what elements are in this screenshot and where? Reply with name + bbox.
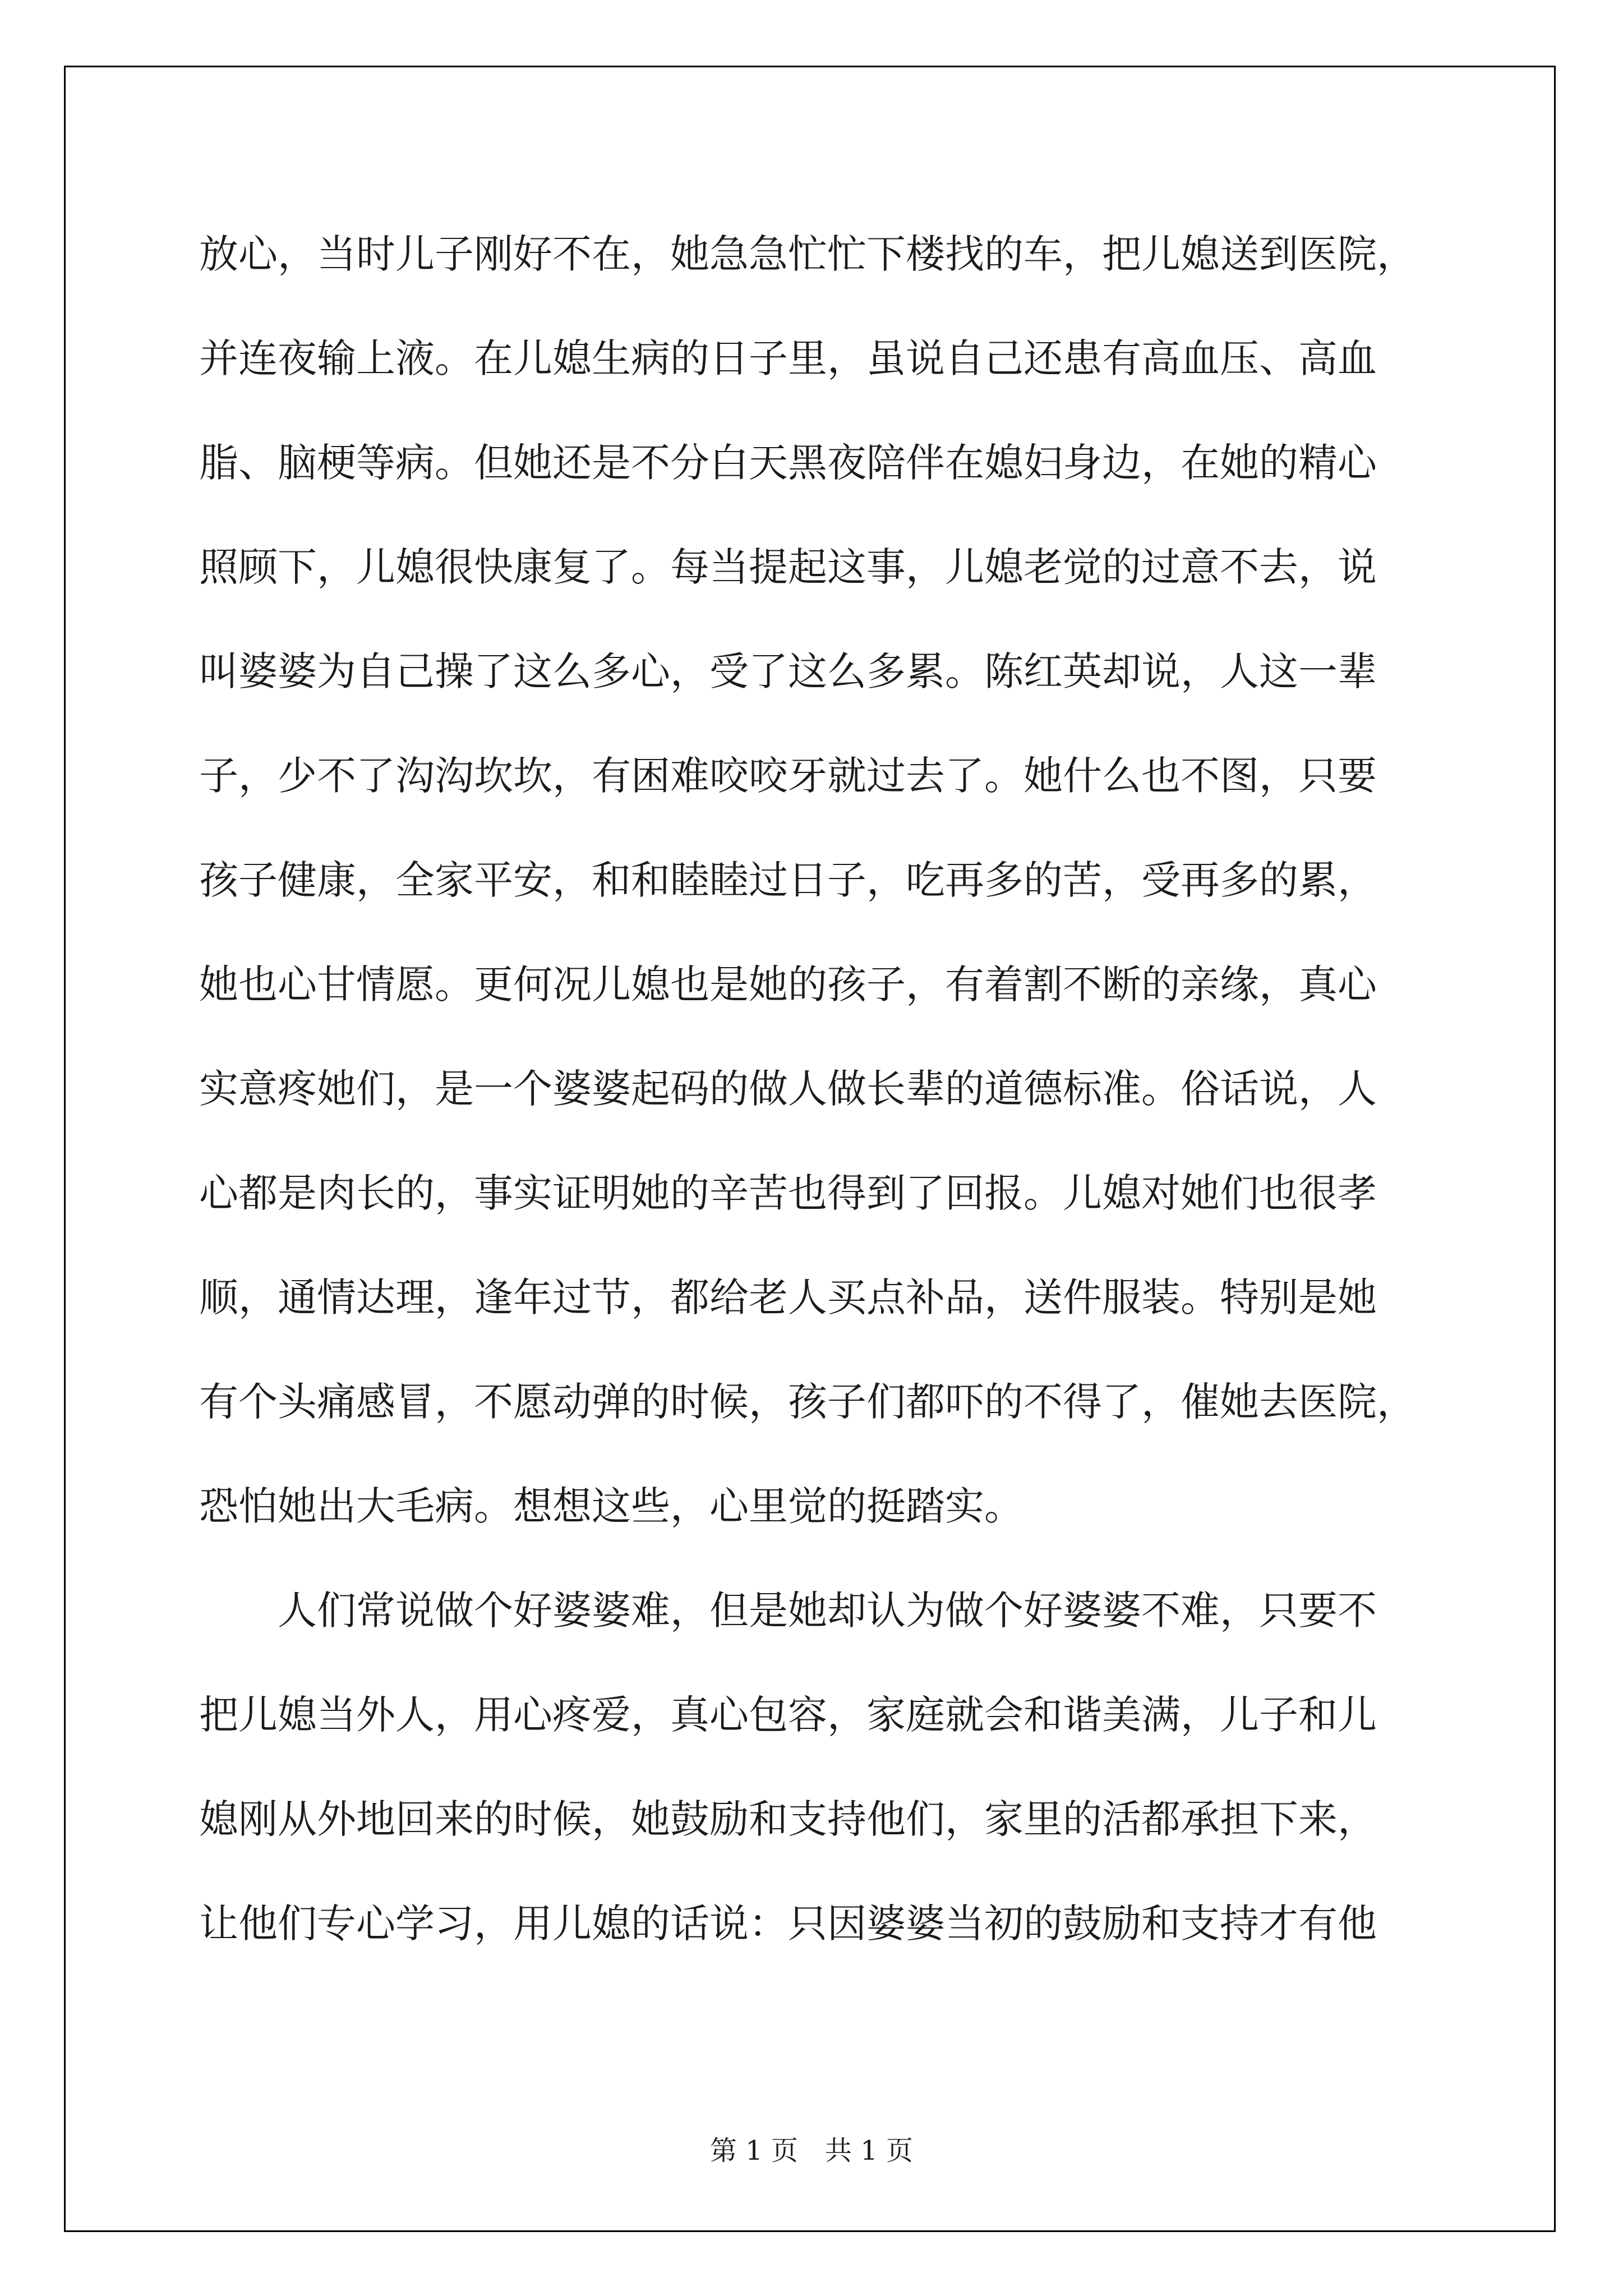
page-number-footer: 第 1 页 共 1 页 [709, 2135, 914, 2166]
text-line: 心都是肉长的，事实证明她的辛苦也得到了回报。儿媳对她们也很孝 [199, 1170, 1377, 1216]
text-line: 实意疼她们，是一个婆婆起码的做人做长辈的道德标准。俗话说，人 [199, 1066, 1377, 1112]
text-line: 照顾下，儿媳很快康复了。每当提起这事，儿媳老觉的过意不去，说 [199, 544, 1377, 590]
text-line: 把儿媳当外人，用心疼爱，真心包容，家庭就会和谐美满，儿子和儿 [199, 1692, 1377, 1738]
text-line: 孩子健康，全家平安，和和睦睦过日子，吃再多的苦，受再多的累， [199, 857, 1377, 903]
text-line: 有个头痛感冒，不愿动弹的时候，孩子们都吓的不得了，催她去医院， [199, 1379, 1416, 1425]
text-line: 放心，当时儿子刚好不在，她急急忙忙下楼找的车，把儿媳送到医院， [199, 231, 1416, 277]
text-line: 并连夜输上液。在儿媳生病的日子里，虽说自己还患有高血压、高血 [199, 335, 1377, 381]
text-line: 子，少不了沟沟坎坎，有困难咬咬牙就过去了。她什么也不图，只要 [199, 753, 1377, 799]
text-line: 让他们专心学习，用儿媳的话说：只因婆婆当初的鼓励和支持才有他 [199, 1901, 1377, 1947]
text-line: 顺，通情达理，逢年过节，都给老人买点补品，送件服装。特别是她 [199, 1274, 1377, 1320]
paragraph-first-line: 人们常说做个好婆婆难，但是她却认为做个好婆婆不难，只要不 [278, 1588, 1377, 1634]
text-line: 媳刚从外地回来的时候，她鼓励和支持他们，家里的活都承担下来， [199, 1796, 1377, 1842]
text-line: 她也心甘情愿。更何况儿媳也是她的孩子，有着割不断的亲缘，真心 [199, 961, 1377, 1007]
document-body [199, 202, 1433, 1976]
text-line: 脂、脑梗等病。但她还是不分白天黑夜陪伴在媳妇身边，在她的精心 [199, 440, 1377, 486]
text-line: 叫婆婆为自己操了这么多心，受了这么多累。陈红英却说，人这一辈 [199, 648, 1377, 694]
text-line: 恐怕她出大毛病。想想这些，心里觉的挺踏实。 [199, 1483, 1023, 1529]
